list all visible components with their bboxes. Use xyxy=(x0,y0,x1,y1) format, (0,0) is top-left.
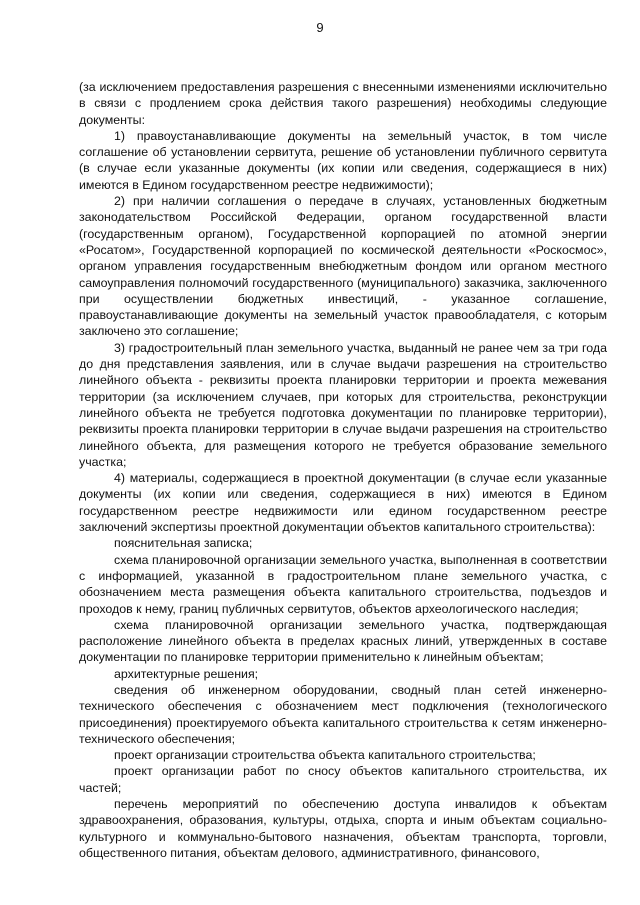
paragraph: проект организации работ по сносу объектов капитального строительства, их частей; xyxy=(79,764,607,795)
paragraph: схема планировочной организации земельного участка, подтверждающая расположение линейного объекта в пределах красных линий, утвержденных в составе документации по планировке территории применительно к линейным объектам; xyxy=(79,617,607,665)
paragraph: сведения об инженерном оборудовании, сводный план сетей инженерно-технического обеспечения с обозначением мест подключения (технологического присоединения) проектируемого объекта капитального строительства к сетям инженерно-технического обеспечения; xyxy=(79,682,607,746)
paragraph: архитектурные решения; xyxy=(114,666,259,681)
document-body xyxy=(79,79,607,861)
paragraph: перечень мероприятий по обеспечению доступа инвалидов к объектам здравоохранения, образования, культуры, отдыха, спорта и иным объектам социально-культурного и коммунально-бытового назначения, объектам транспорта, торговли, общественного питания, объектам делового, административного, финансового, xyxy=(79,797,607,860)
paragraph: 4) материалы, содержащиеся в проектной документации (в случае если указанные документы (их копии или сведения, содержащиеся в них) имеются в Едином государственном реестре недвижимости или едином государственном реестре заключений экспертизы проектной документации объектов капитального строительства): xyxy=(79,471,607,535)
paragraph: пояснительная записка; xyxy=(114,536,253,551)
page-number: 9 xyxy=(316,20,324,35)
paragraph: 3) градостроительный план земельного участка, выданный не ранее чем за три года до дня представления заявления, или в случае выдачи разрешения на строительство линейного объекта - реквизиты проекта планировки территории и проекта межевания территории (за исключением случаев, при которых для строительства, реконструкции линейного объекта не требуется подготовка документации по планировке территории), реквизиты проекта планировки территории в случае выдачи разрешения на строительство линейного объекта, для размещения которого не требуется образование земельного участка; xyxy=(79,340,607,469)
paragraph: (за исключением предоставления разрешения с внесенными изменениями исключительно в связи с продлением срока действия такого разрешения) необходимы следующие документы: xyxy=(79,80,607,127)
paragraph: схема планировочной организации земельного участка, выполненная в соответствии с информацией, указанной в градостроительном плане земельного участка, с обозначением места размещения объекта капитального строительства, подъездов и проходов к нему, границ публичных сервитутов, объектов археологического наследия; xyxy=(79,552,607,616)
paragraph: 2) при наличии соглашения о передаче в случаях, установленных бюджетным законодательством Российской Федерации, органом государственной власти (государственным органом), Государственной корпорацией по атомной энергии «Росатом», Государственной корпорацией по космической деятельности «Роскосмос», органом управления государственным внебюджетным фондом или органом местного самоуправления полномочий государственного (муниципального) заказчика, заключенного при осуществлении бюджетных инвестиций, - указанное соглашение, правоустанавливающие документы на земельный участок правообладателя, с которым заключено это соглашение; xyxy=(79,194,607,339)
paragraph: проект организации строительства объекта капитального строительства; xyxy=(114,748,536,763)
paragraph: 1) правоустанавливающие документы на земельный участок, в том числе соглашение об установлении сервитута, решение об установлении публичного сервитута (в случае если указанные документы (их копии или сведения, содержащиеся в них) имеются в Едином государственном реестре недвижимости); xyxy=(79,128,607,192)
